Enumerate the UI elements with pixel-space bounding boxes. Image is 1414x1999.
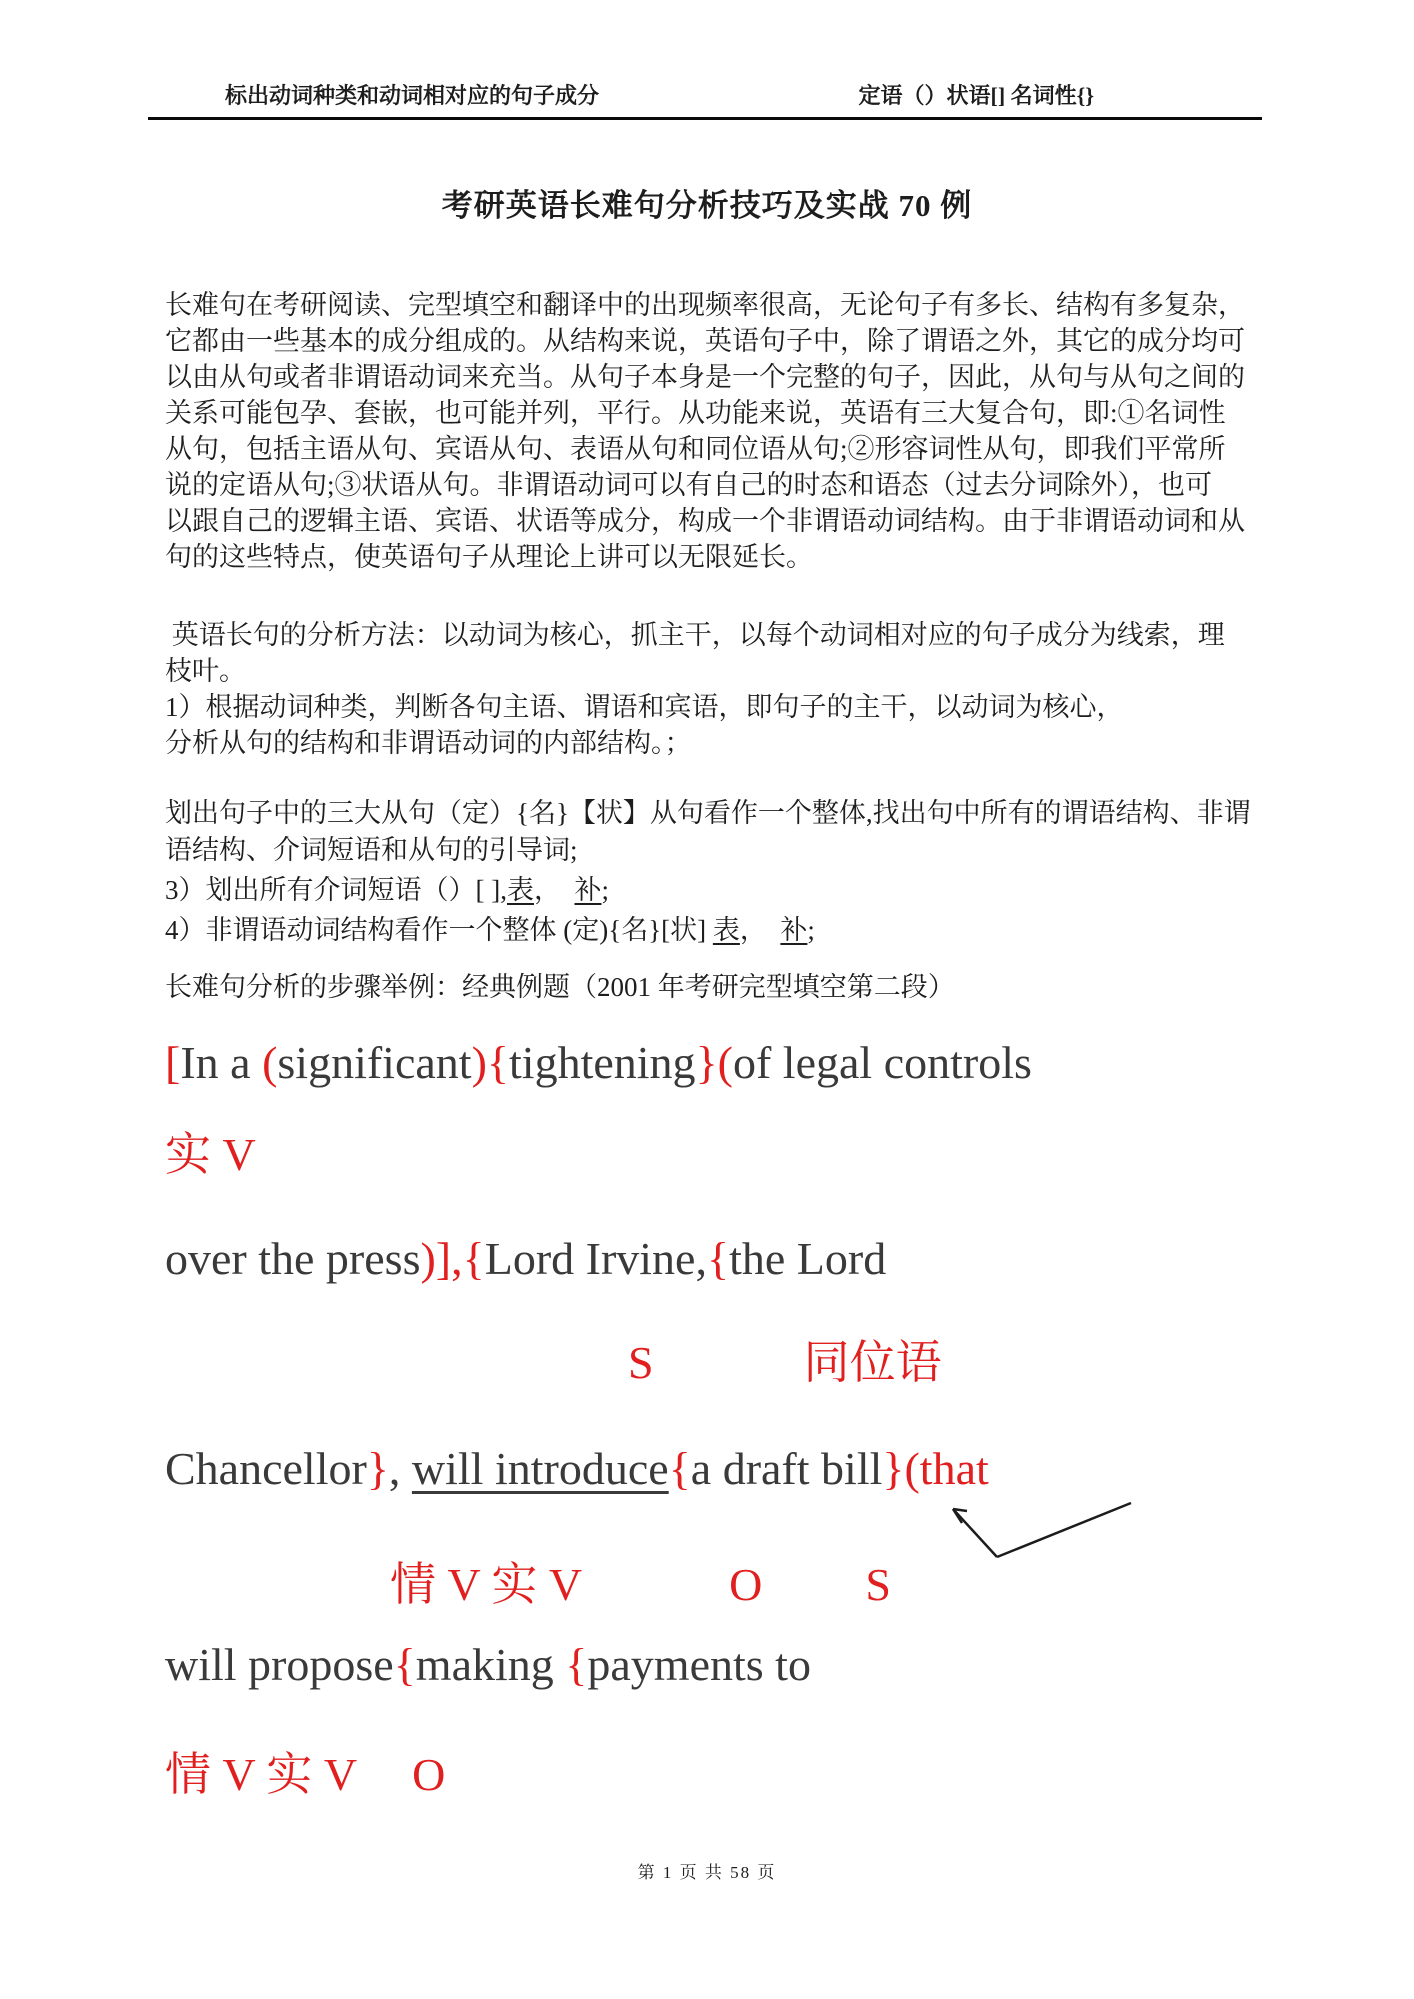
- text-segment: 情 V 实 V: [390, 1559, 583, 1611]
- paragraph-line: 划出句子中的三大从句（定）{名}【状】从句看作一个整体,找出句中所有的谓语结构、非谓: [165, 798, 1251, 829]
- text-segment: S: [865, 1559, 891, 1611]
- paragraph-line: 以由从句或者非谓语动词来充当。从句子本身是一个完整的句子，因此，从句与从句之间的: [165, 362, 1245, 393]
- paragraph-line: 英语长句的分析方法：以动词为核心，抓主干，以每个动词相对应的句子成分为线索，理: [165, 620, 1225, 651]
- header-instruction: 标出动词种类和动词相对应的句子成分: [225, 83, 600, 108]
- text-segment: 表: [712, 915, 740, 946]
- text-segment: O: [412, 1749, 446, 1801]
- sentence-line-3: [165, 1443, 989, 1495]
- text-segment: over the press: [165, 1233, 421, 1285]
- text-segment: S: [628, 1337, 654, 1389]
- paragraph-line: 说的定语从句;③状语从句。非谓语动词可以有自己的时态和语态（过去分词除外），也可: [165, 470, 1212, 501]
- text-segment: 补: [574, 875, 602, 906]
- text-segment: (that: [904, 1443, 989, 1495]
- paragraph-line: 关系可能包孕、套嵌，也可能并列，平行。从功能来说，英语有三大复合句，即:①名词性: [165, 398, 1226, 429]
- text-segment: 补: [780, 915, 808, 946]
- text-segment: }: [695, 1037, 718, 1089]
- text-segment: {: [706, 1233, 730, 1285]
- method-paragraph: [165, 617, 1255, 689]
- page-number-footer: 第 1 页 共 58 页: [637, 1863, 777, 1882]
- paragraph-line: [165, 912, 1255, 949]
- text-segment: 情 V 实 V: [165, 1749, 358, 1801]
- text-segment: tightening: [509, 1037, 696, 1089]
- annotation-label-qv-sv-o-s: [165, 1559, 891, 1611]
- text-segment: Chancellor: [165, 1443, 367, 1495]
- text-segment: {: [565, 1639, 588, 1691]
- text-segment: 3）划出所有介词短语（）[ ],: [165, 875, 507, 906]
- text-segment: payments to: [587, 1639, 811, 1691]
- text-segment: In a: [180, 1037, 263, 1089]
- text-segment: 4）非谓语动词结构看作一个整体 (定){名}[状]: [165, 915, 713, 946]
- text-segment: }: [366, 1443, 389, 1495]
- paragraph-line: 从句，包括主语从句、宾语从句、表语从句和同位语从句;②形容词性从句，即我们平常所: [165, 434, 1226, 465]
- annotation-label-shi-v: [165, 1129, 256, 1181]
- example-intro-line: 长难句分析的步骤举例：经典例题（2001 年考研完型填空第二段）: [165, 972, 955, 1003]
- paragraph-line: 语结构、介词短语和从句的引导词;: [165, 835, 578, 866]
- text-segment: ;: [601, 875, 609, 906]
- text-segment: ,: [388, 1443, 412, 1495]
- paragraph-line: 分析从句的结构和非谓语动词的内部结构。；: [165, 728, 692, 759]
- annotation-arrow: [935, 1495, 1135, 1567]
- text-segment: O: [729, 1559, 763, 1611]
- sentence-line-4: [165, 1639, 811, 1691]
- text-segment: will propose: [165, 1639, 394, 1691]
- text-segment: 表: [506, 875, 534, 906]
- paragraph-line: [165, 872, 1255, 909]
- paragraph-line: 长难句在考研阅读、完型填空和翻译中的出现频率很高，无论句子有多长、结构有多复杂，: [165, 290, 1245, 321]
- header-notation-legend: 定语（）状语[] 名词性{}: [858, 83, 1094, 108]
- page-header: [148, 84, 1262, 120]
- text-segment: 实 V: [165, 1129, 256, 1181]
- text-segment: {: [668, 1443, 691, 1495]
- text-segment: {: [486, 1037, 510, 1089]
- text-segment: a draft bill: [690, 1443, 883, 1495]
- text-segment: significant: [277, 1037, 472, 1089]
- text-segment: (: [717, 1037, 733, 1089]
- paragraph-line: 句的这些特点，使英语句子从理论上讲可以无限延长。: [165, 542, 813, 573]
- text-segment: )],: [420, 1233, 463, 1285]
- steps-2-4-paragraph: [165, 795, 1255, 949]
- text-segment: ): [471, 1037, 487, 1089]
- paragraph-line: 它都由一些基本的成分组成的。从结构来说，英语句子中，除了谓语之外，其它的成分均可: [165, 326, 1245, 357]
- text-segment: making: [415, 1639, 566, 1691]
- paragraph-line: 以跟自己的逻辑主语、宾语、状语等成分，构成一个非谓语动词结构。由于非谓语动词和从: [165, 506, 1245, 537]
- text-segment: 同位语: [803, 1337, 942, 1389]
- text-segment: will introduce: [411, 1443, 669, 1495]
- text-segment: [: [165, 1037, 181, 1089]
- annotation-label-qv-sv-o: [165, 1749, 445, 1801]
- text-segment: (: [262, 1037, 278, 1089]
- text-segment: ;: [807, 915, 815, 946]
- text-segment: }: [882, 1443, 905, 1495]
- sentence-line-2: [165, 1233, 886, 1285]
- text-segment: of legal controls: [732, 1037, 1032, 1089]
- paragraph-line: 枝叶。: [165, 656, 246, 687]
- text-segment: ，: [739, 915, 781, 946]
- page-title: 考研英语长难句分析技巧及实战 70 例: [441, 188, 973, 224]
- paragraph-line: 1）根据动词种类，判断各句主语、谓语和宾语，即句子的主干，以动词为核心，: [165, 692, 1124, 723]
- sentence-line-1: [165, 1037, 1032, 1089]
- intro-paragraph: [165, 287, 1255, 575]
- text-segment: {: [462, 1233, 485, 1285]
- text-segment: ，: [533, 875, 575, 906]
- annotation-label-s-appositive: [165, 1337, 942, 1389]
- sentence-analysis-block: [165, 1037, 1414, 1837]
- text-segment: {: [393, 1639, 416, 1691]
- step-1-paragraph: [165, 689, 1255, 761]
- text-segment: the Lord: [729, 1233, 887, 1285]
- text-segment: Lord Irvine,: [484, 1233, 707, 1285]
